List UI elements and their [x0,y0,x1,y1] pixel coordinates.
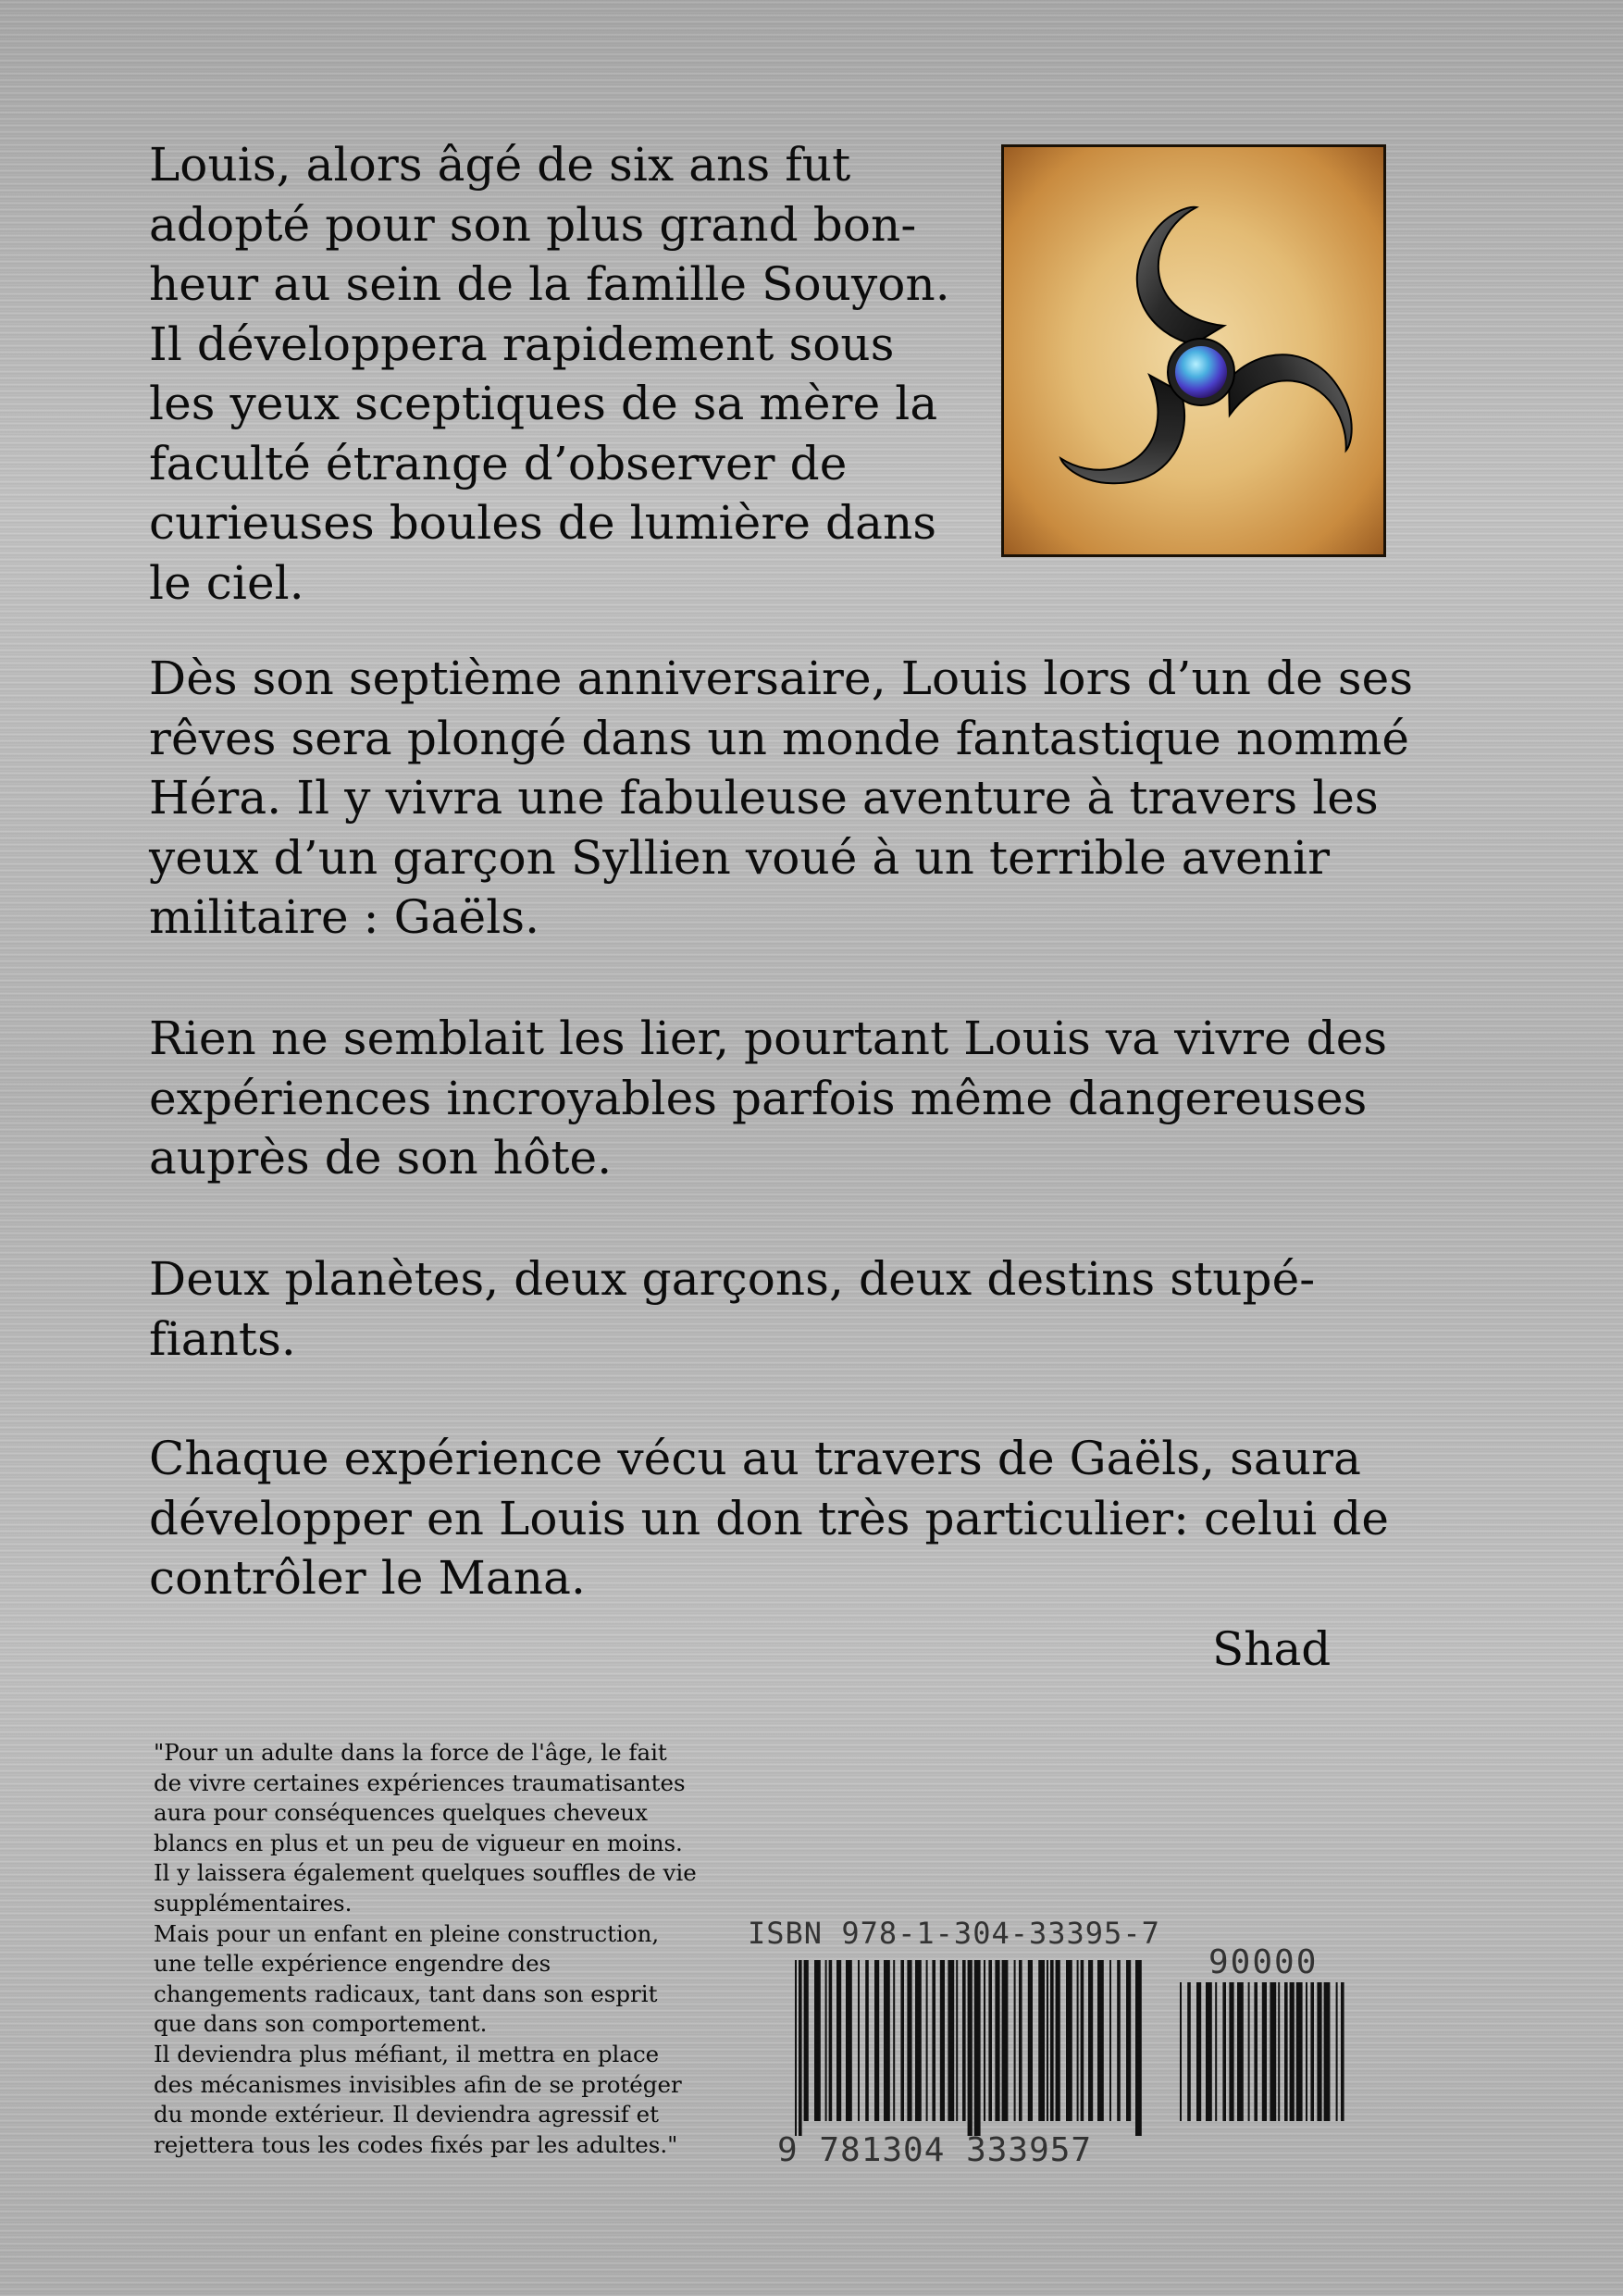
text-line: rêves sera plongé dans un monde fantastique nommé [149,711,1410,765]
text-line: Deux planètes, deux garçons, deux destins stupé- [149,1252,1316,1306]
ean-digits: 9 781304 333957 [777,2131,1093,2169]
barcode-bar [799,1960,802,2136]
author-signature: Shad [1212,1622,1332,1676]
text-line: expériences incroyables parfois même dangereuses [149,1071,1368,1125]
barcode-bar [1019,1960,1022,2121]
quote-line: blancs en plus et un peu de vigueur en moins. [154,1829,683,1856]
barcode-bar [1077,1960,1079,2121]
barcode-bar [1056,1960,1060,2121]
barcode-bar [915,1960,922,2121]
text-line: auprès de son hôte. [149,1131,613,1185]
quote-line: du monde extérieur. Il deviendra agressif et [154,2101,659,2128]
barcode-bar [988,1960,992,2121]
barcode-bar [1014,1960,1016,2121]
quote-line: supplémentaires. [154,1889,353,1917]
barcode-bar [974,1960,981,2136]
barcode-bar [1229,1982,1233,2121]
barcode-bar [1180,1982,1182,2121]
barcode-bar [893,1960,895,2121]
text-line: adopté pour son plus grand bon- [149,197,917,252]
barcode-bar [956,1960,958,2121]
barcode-bar [1081,1960,1084,2121]
quote-line: rejettera tous les codes fixés par les adultes." [154,2130,678,2158]
paragraph-intro [149,135,982,613]
barcode-bar [968,1960,973,2136]
barcode-bar [1317,1982,1321,2121]
text-line: Rien ne semblait les lier, pourtant Louis va vivre des [149,1011,1388,1065]
barcode-bar [814,1960,821,2121]
barcode-bar [1296,1982,1303,2121]
barcode-bar [926,1960,928,2121]
text-line: Louis, alors âgé de six ans fut [149,138,851,192]
text-line: yeux d’un garçon Syllien voué à un terrible avenir [149,830,1331,885]
isbn-barcode [740,1916,1388,2175]
barcode-bar [1248,1982,1250,2121]
barcode-bar [1254,1982,1258,2121]
quote-line: aura pour conséquences quelques cheveux [154,1799,648,1827]
barcode-bar [1341,1982,1344,2121]
barcode-bar [1306,1982,1307,2121]
quote-line: de vivre certaines expériences traumatisantes [154,1769,686,1796]
quote-line: Il y laissera également quelques souffles de vie [154,1859,697,1887]
barcode-bar [907,1960,911,2121]
barcode-bar [1135,1960,1142,2136]
quote-line: Mais pour un enfant en pleine construction, [154,1919,660,1947]
text-line: heur au sein de la famille Souyon. [149,257,950,311]
triskelion-icon [1004,147,1383,554]
barcode-bar [1284,1982,1288,2121]
barcode-bar [1237,1982,1244,2121]
barcode-bar [1290,1982,1295,2121]
back-cover-quote [154,1738,746,2160]
barcode-bar [1206,1982,1212,2121]
barcode-bar [1028,1960,1033,2121]
barcode-bar [874,1960,879,2121]
ean-barcode-bars [795,1960,1146,2136]
paragraph-link [149,1009,1463,1188]
barcode-bar [1117,1960,1121,2121]
quote-line: une telle expérience engendre des [154,1950,551,1978]
isbn-label: ISBN 978-1-304-33395-7 [748,1916,1160,1951]
text-line: les yeux sceptiques de sa mère la [149,377,938,430]
barcode-bar [804,1960,809,2121]
barcode-bar [1002,1960,1009,2121]
barcode-bar [884,1960,890,2121]
barcode-bar [1262,1982,1267,2121]
barcode-bar [1215,1982,1217,2121]
barcode-bar [940,1960,945,2121]
text-line: faculté étrange d’observer de [149,436,848,490]
barcode-bar [1270,1982,1276,2121]
text-line: Héra. Il y vivra une fabuleuse aventure à travers les [149,771,1379,825]
text-line: contrôler le Mana. [149,1551,586,1605]
barcode-bar [1126,1960,1131,2121]
barcode-bar [1109,1960,1111,2121]
barcode-bar [1196,1982,1201,2121]
barcode-bar [825,1960,827,2121]
barcode-bar [962,1960,966,2121]
text-line: Chaque expérience vécu au travers de Gaëls, saura [149,1432,1362,1485]
barcode-bar [1310,1982,1314,2121]
quote-line: changements radicaux, tant dans son esprit [154,1980,658,2007]
addon-barcode-bars [1180,1982,1351,2136]
barcode-bar [948,1960,954,2121]
paragraph-dream [149,649,1463,948]
barcode-bar [829,1960,833,2121]
barcode-bar [858,1960,860,2121]
barcode-addon-number: 90000 [1208,1943,1319,1981]
paragraph-tagline [149,1249,1463,1369]
text-line: curieuses boules de lumière dans [149,496,937,550]
text-line: le ciel. [149,555,304,610]
cover-emblem [1001,144,1386,557]
barcode-bar [1088,1960,1093,2121]
barcode-bar [1097,1960,1104,2121]
paragraph-mana [149,1429,1463,1608]
text-line: développer en Louis un don très particulier: celui de [149,1491,1390,1545]
quote-line: des mécanismes invisibles afin de se protéger [154,2070,682,2098]
barcode-bar [995,1960,999,2121]
barcode-bar [1278,1982,1280,2121]
barcode-bar [1050,1960,1054,2121]
barcode-bar [1187,1982,1191,2121]
barcode-bar [1038,1960,1045,2121]
barcode-bar [1324,1982,1331,2121]
text-line: militaire : Gaëls. [149,890,540,944]
barcode-bar [1336,1982,1338,2121]
text-line: fiants. [149,1311,296,1366]
barcode-bar [1066,1960,1072,2121]
barcode-bar [836,1960,841,2121]
barcode-bar [984,1960,985,2121]
barcode-bar [846,1960,852,2121]
quote-line: que dans son comportement. [154,2010,488,2038]
quote-line: Il deviendra plus méfiant, il mettra en place [154,2040,660,2067]
barcode-bar [932,1960,935,2121]
text-line: Il développera rapidement sous [149,316,895,371]
barcode-bar [795,1960,797,2136]
barcode-bar [865,1960,869,2121]
text-line: Dès son septième anniversaire, Louis lors d’un de ses [149,652,1414,705]
barcode-bar [1047,1960,1048,2121]
barcode-bar [1222,1982,1226,2121]
barcode-bar [900,1960,904,2121]
quote-line: "Pour un adulte dans la force de l'âge, le fait [154,1739,667,1766]
